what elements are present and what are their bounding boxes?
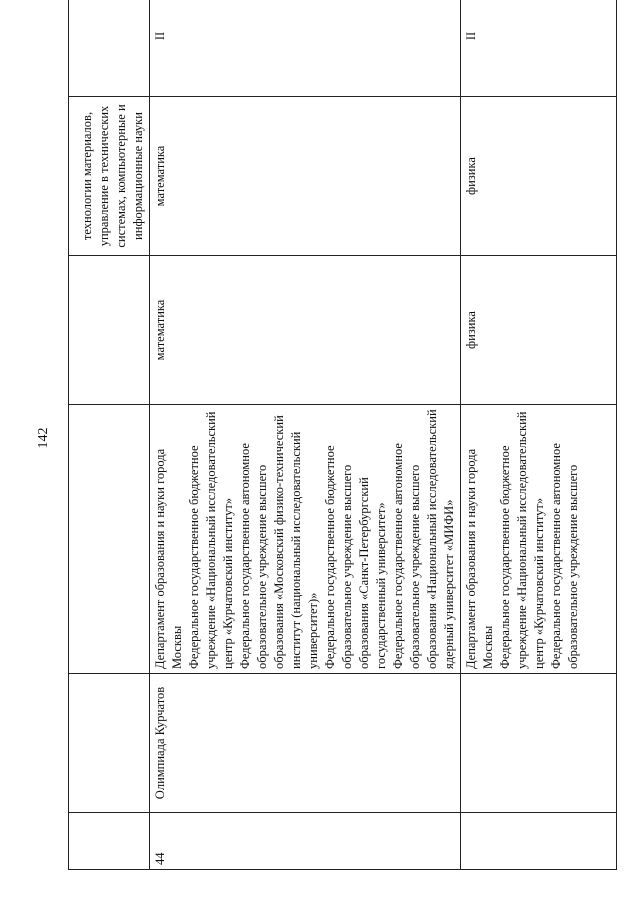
cell-profile: физика [461, 97, 617, 256]
cell-number: 44 [150, 813, 461, 870]
organizer-line: Федеральное государственное автономное образовательное учреждение высшего образования «Московский физико-технический институт (национальный исследовательский университет)» [238, 415, 320, 669]
cell-organizers [150, 405, 461, 674]
cell-level [69, 0, 150, 97]
cell-number [69, 813, 150, 870]
organizer-line: Федеральное государственное автономное образовательное учреждение высшего [549, 443, 580, 669]
cell-organizers [461, 405, 617, 674]
cell-level: II [461, 0, 617, 97]
cell-subject: математика [150, 256, 461, 405]
organizer-line: Федеральное государственное бюджетное образовательное учреждение высшего образования «Санкт-Петербургский государственный университет» [323, 445, 388, 669]
organizer-line: Федеральное государственное бюджетное учреждение «Национальный исследовательский центр «Курчатовский институт» [187, 411, 235, 669]
cell-number [461, 813, 617, 870]
cell-olympiad [69, 674, 150, 813]
olympiad-table [68, 0, 617, 870]
rotated-table-container [68, 30, 600, 870]
table-row [461, 0, 617, 870]
organizer-line: Департамент образования и науки города Москвы [153, 448, 184, 669]
cell-organizers [69, 405, 150, 674]
cell-profile: технологии материалов, управление в технических системах, компьютерные и информационные науки [69, 97, 150, 256]
cell-profile: математика [150, 97, 461, 256]
table-row-carry-over [69, 0, 150, 870]
cell-level: II [150, 0, 461, 97]
table-row [150, 0, 461, 870]
cell-olympiad: Олимпиада Курчатов [150, 674, 461, 813]
cell-olympiad [461, 674, 617, 813]
organizer-line: Департамент образования и науки города Москвы [464, 448, 495, 669]
cell-subject: физика [461, 256, 617, 405]
page-number: 142 [36, 427, 51, 449]
organizer-line: Федеральное государственное автономное образовательное учреждение высшего образования «Национальный исследовательский ядерный университет «МИФИ» [391, 409, 456, 669]
organizer-line: Федеральное государственное бюджетное учреждение «Национальный исследовательский центр «Курчатовский институт» [498, 411, 546, 669]
cell-subject [69, 256, 150, 405]
